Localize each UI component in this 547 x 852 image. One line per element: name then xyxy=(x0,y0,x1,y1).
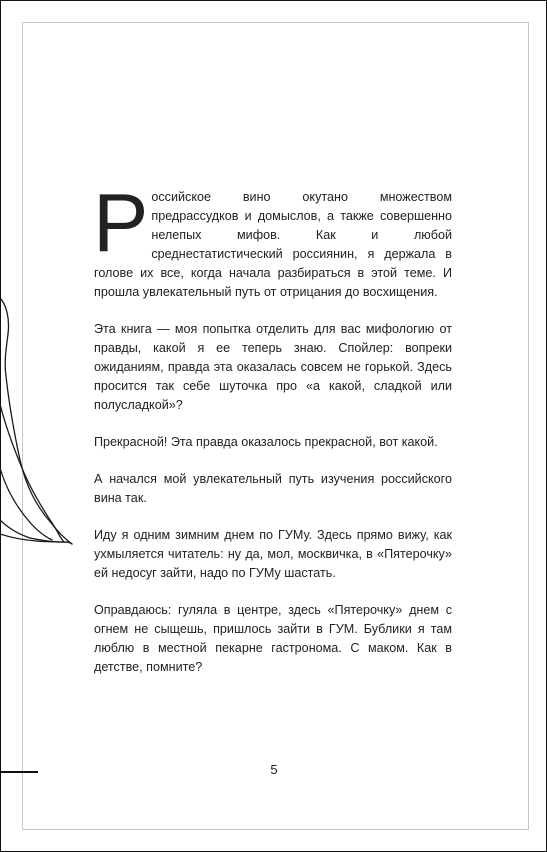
page-number: 5 xyxy=(270,762,278,777)
paragraph: Иду я одним зимним днем по ГУМу. Здесь прямо вижу, как ухмыляется читатель: ну да, мол, москвичка, в «Пятерочку» ей недосуг зайти, надо по ГУМу шастать. xyxy=(94,528,452,580)
paragraph: Эта книга — моя попытка отделить для вас мифологию от правды, какой я ее теперь знаю. Спойлер: вопреки ожиданиям, правда эта оказалась совсем не горькой. Здесь просится так себе шуточка про «а какой, сладкой или полусладкой»? xyxy=(94,322,452,412)
paragraph: Прекрасной! Эта правда оказалось прекрасной, вот какой. xyxy=(94,435,438,449)
paragraph: Оправдаюсь: гуляла в центре, здесь «Пятерочку» днем с огнем не сыщешь, пришлось зайти в ГУМ. Бублики я там люблю в местной пекарне гастронома. С маком. Как в детстве, помните? xyxy=(94,603,452,674)
drop-cap: Р xyxy=(93,176,149,269)
paragraph-text: оссийское вино окутано множеством предрассудков и домыслов, а также совершенно нелепых мифов. Как и любой среднестатистический россиянин, я держала в голове их все, когда начала разбираться в этой теме. И прошла увлекательный путь от отрицания до восхищения. xyxy=(94,190,452,299)
paragraph: А начался мой увлекательный путь изучения российского вина так. xyxy=(94,472,452,505)
page-body-text xyxy=(93,176,452,695)
paragraph xyxy=(93,176,452,302)
